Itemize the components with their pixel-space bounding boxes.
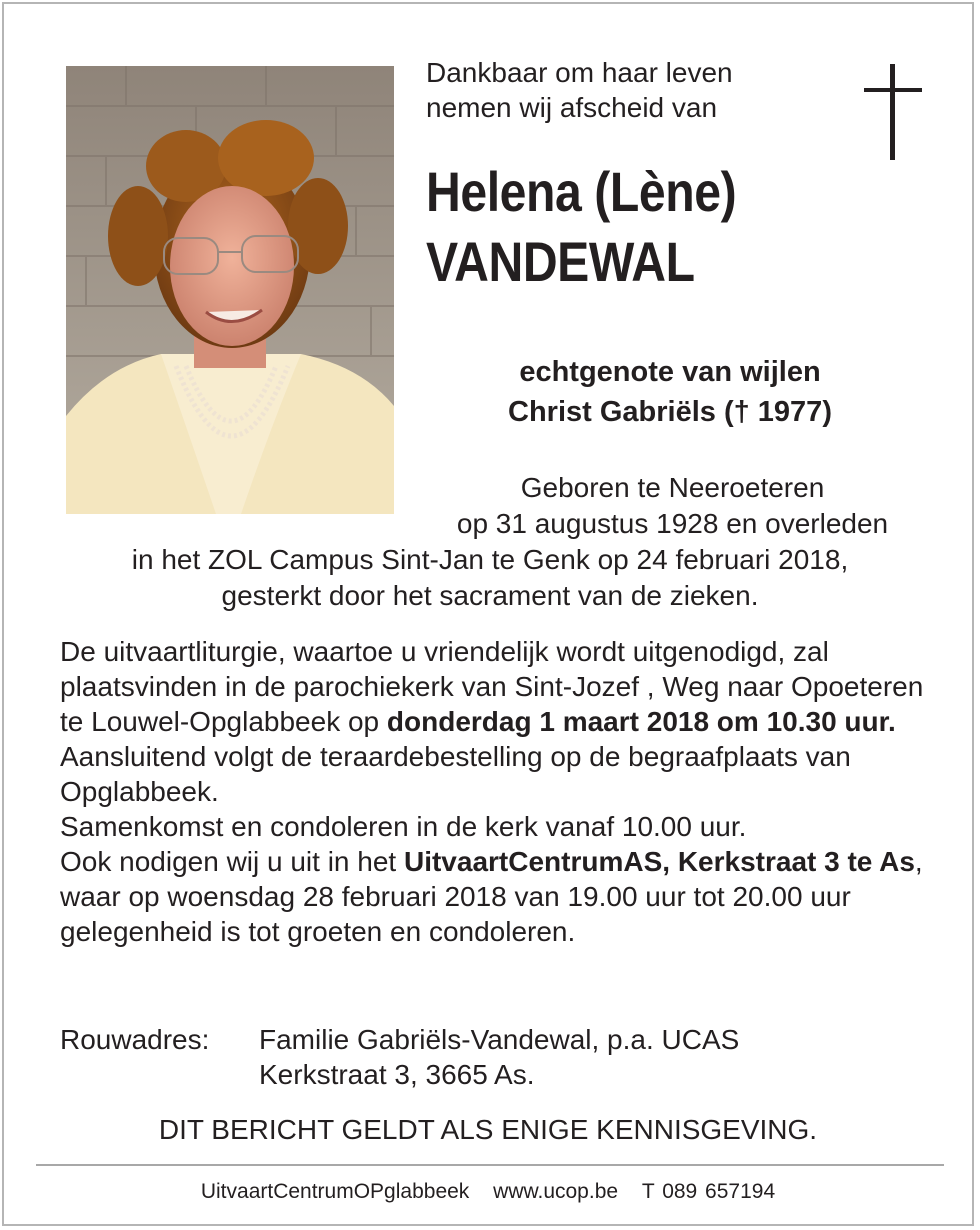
footer-company: UitvaartCentrumOPglabbeek — [200, 1180, 470, 1203]
spouse-line-2: Christ Gabriëls († 1977) — [508, 396, 832, 428]
funeral-liturgy — [60, 634, 930, 739]
address-line-2: Kerkstraat 3, 3665 As. — [259, 1059, 535, 1090]
footer-website: www.ucop.be — [493, 1180, 619, 1203]
birth-death-info — [40, 470, 940, 614]
deceased-name — [426, 157, 736, 297]
funeral-details — [60, 634, 930, 949]
deceased-last-name: VANDEWAL — [426, 230, 695, 293]
intro-text — [426, 55, 733, 125]
funeral-burial: Aansluitend volgt de teraardebestelling op de begraafplaats van Opglabbeek. — [60, 741, 851, 807]
funeral-gathering: Samenkomst en condoleren in de kerk vanaf 10.00 uur. — [60, 811, 747, 842]
spouse-line-1: echtgenote van wijlen — [519, 356, 821, 388]
birth-line-3: in het ZOL Campus Sint-Jan te Genk op 24 februari 2018, — [131, 544, 849, 575]
footer — [0, 1178, 976, 1206]
footer-divider — [36, 1164, 944, 1166]
funeral-datetime: donderdag 1 maart 2018 om 10.30 uur. — [386, 706, 896, 737]
portrait-illustration — [66, 66, 394, 514]
birth-line-2: op 31 augustus 1928 en overleden — [456, 508, 889, 539]
birth-line-1: Geboren te Neeroeteren — [520, 472, 825, 503]
portrait-photo — [66, 66, 394, 514]
address-label: Rouwadres: — [60, 1024, 210, 1055]
funeral-intro: De uitvaartliturgie, waartoe u vriendelijk wordt uitgenodigd, zal plaatsvinden in de parochiekerk van Sint-Jozef , Weg naar Opoeteren te Louwel-Opglabbeek op — [60, 636, 924, 737]
birth-line-4: gesterkt door het sacrament van de zieken. — [221, 580, 759, 611]
cross-icon — [864, 64, 922, 160]
deceased-first-name: Helena (Lène) — [426, 160, 737, 223]
visit-intro: Ook nodigen wij u uit in het — [60, 846, 404, 877]
notice-text: DIT BERICHT GELDT ALS ENIGE KENNISGEVING. — [158, 1114, 818, 1145]
spouse-info — [420, 352, 920, 432]
visit-place: UitvaartCentrumAS, Kerkstraat 3 te As — [403, 846, 915, 877]
visit-rest: , waar op woensdag 28 februari 2018 van 19.00 uur tot 20.00 uur gelegenheid is tot groeten en condoleren. — [60, 846, 923, 947]
funeral-visit — [60, 844, 930, 949]
intro-line-1: Dankbaar om haar leven — [426, 57, 733, 88]
intro-line-2: nemen wij afscheid van — [426, 92, 718, 123]
address-line-1: Familie Gabriëls-Vandewal, p.a. UCAS — [259, 1024, 740, 1055]
footer-phone: T 089 657194 — [641, 1180, 776, 1203]
